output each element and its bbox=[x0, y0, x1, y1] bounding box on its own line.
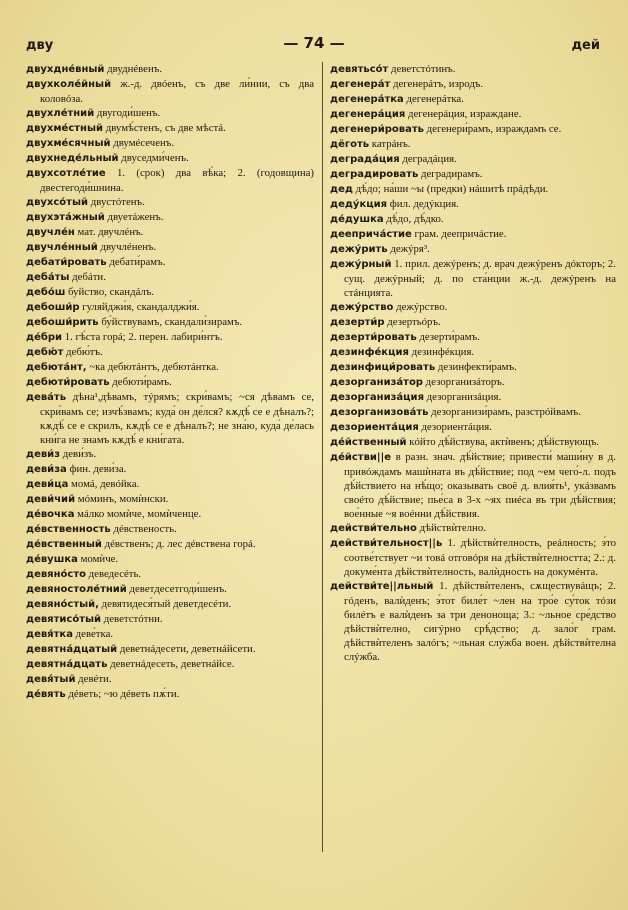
dictionary-entry: де́йственный кóйто дѣ́йствува, актѝвенъ; дѣ́йствующъ. bbox=[330, 436, 600, 448]
headword: дезерти́р bbox=[330, 317, 385, 328]
dictionary-entry: де́вочка мáлко момѝче, момѝченце. bbox=[26, 508, 202, 520]
headword: двухсо́тый bbox=[26, 197, 89, 208]
dictionary-entry: дееприча́стие грам. деепричáстие. bbox=[330, 228, 507, 240]
dictionary-entry: дежу́рный 1. прил. дежýренъ; д. врач дежýренъ дóкторъ; 2. сущ. дежýрный; д. по ста́нции ж.-д. дежýренъ на стáнцията. bbox=[330, 258, 616, 299]
dictionary-entry: дежу́рство дежýрство. bbox=[330, 301, 448, 313]
headword: дежу́рить bbox=[330, 244, 388, 255]
headword: двухколе́йный bbox=[26, 79, 112, 90]
dictionary-entry: дегенера́т дегенерáтъ, изродъ. bbox=[330, 78, 484, 90]
dictionary-entry: двухсотле́тие 1. (срок) два вѣ́ка; 2. (годовщина) двестегоди́шнина. bbox=[26, 167, 314, 194]
headword: девяно́сто bbox=[26, 569, 86, 580]
dictionary-entry: дебоши́р гуляйджи́я, скандалджи́я. bbox=[26, 301, 200, 313]
dictionary-entry: девяно́стый, девятидеся́тый деветдесéти. bbox=[26, 598, 232, 610]
dictionary-entry: деви́ца момá, девóйка. bbox=[26, 478, 140, 490]
headword: дезинфици́ровать bbox=[330, 362, 436, 373]
headword: дегенери́ровать bbox=[330, 124, 424, 135]
headword: деви́за bbox=[26, 464, 67, 475]
headword: дебоши́р bbox=[26, 302, 80, 313]
headword: дезинфе́кция bbox=[330, 347, 409, 358]
dictionary-entry: де́вственность дéвственость. bbox=[26, 523, 177, 535]
column-divider bbox=[322, 62, 323, 852]
headword: дезорганиза́тор bbox=[330, 377, 423, 388]
dictionary-entry: деградировать деградирамъ. bbox=[330, 168, 483, 180]
dictionary-entry: деви́за фин. деви́за. bbox=[26, 463, 127, 475]
headword: девя́тый bbox=[26, 674, 76, 685]
headword: дегенера́т bbox=[330, 79, 391, 90]
headword: дееприча́стие bbox=[330, 229, 412, 240]
headword: де́бри bbox=[26, 332, 63, 343]
dictionary-entry: двухле́тний двугоди́шенъ. bbox=[26, 107, 161, 119]
headword: двухле́тний bbox=[26, 108, 95, 119]
dictionary-entry: действи́тельно дѣйствѝтелно. bbox=[330, 522, 486, 534]
dictionary-entry: двухме́сячный двумéсеченъ. bbox=[26, 137, 175, 149]
dictionary-entry: дезерти́р дезертьóръ. bbox=[330, 316, 441, 328]
dictionary-entry: дезорганиза́ция дезорганизáция. bbox=[330, 391, 502, 403]
headword: де́вственность bbox=[26, 524, 111, 535]
dictionary-entry: действи́тельност||ь 1. дѣйствѝтелность, реáлность; э́то соотве́тствует ~и товá отговóря на дѣйствѝтелността; 2.: д. докуме́нта дѣйствѝтелность, валѝдность на докумéнта. bbox=[330, 537, 616, 578]
header-right-word: дей bbox=[571, 38, 600, 53]
headword: дебати́ровать bbox=[26, 257, 107, 268]
headword: девятна́дцать bbox=[26, 659, 108, 670]
headword: двухме́стный bbox=[26, 123, 104, 134]
headword: де́вять bbox=[26, 689, 66, 700]
page-number: — 74 — bbox=[283, 34, 345, 52]
dictionary-entry: деграда́ция деградáция. bbox=[330, 153, 457, 165]
headword: деградировать bbox=[330, 169, 419, 180]
headword: действи́тельно bbox=[330, 523, 417, 534]
dictionary-entry: деду́кция фил. дедýкция. bbox=[330, 198, 459, 210]
dictionary-entry: двухме́стный двумѣ́стенъ, съ две мѣстá. bbox=[26, 122, 226, 134]
dictionary-entry: девяностоле́тний деветдесетгоди́шенъ. bbox=[26, 583, 227, 595]
headword: де́вушка bbox=[26, 554, 78, 565]
dictionary-entry: дёготь катрáнъ. bbox=[330, 138, 411, 150]
headword: дегенера́тка bbox=[330, 94, 404, 105]
headword: дезерти́ровать bbox=[330, 332, 417, 343]
headword: де́вочка bbox=[26, 509, 75, 520]
headword: дезорганизова́ть bbox=[330, 407, 429, 418]
dictionary-entry: дегенери́ровать дегенери́рамъ, израждамъ се. bbox=[330, 123, 562, 135]
headword: деви́ца bbox=[26, 479, 69, 490]
dictionary-entry: дебю́т дебю́тъ. bbox=[26, 346, 103, 358]
headword: деви́з bbox=[26, 449, 61, 460]
headword: де́йственный bbox=[330, 437, 407, 448]
headword: дебюта́нт, bbox=[26, 362, 87, 373]
dictionary-entry: де́бри 1. гѣ́ста горá; 2. перен. лабири́нтъ. bbox=[26, 331, 223, 343]
dictionary-entry: дебюта́нт, ~ка дебютáнтъ, дебютáнтка. bbox=[26, 361, 219, 373]
headword: дезориента́ция bbox=[330, 422, 419, 433]
right-column bbox=[330, 62, 616, 664]
headword: двухнеде́льный bbox=[26, 153, 119, 164]
headword: де́йстви||е bbox=[330, 452, 392, 463]
left-column bbox=[26, 62, 314, 702]
headword: дебюти́ровать bbox=[26, 377, 110, 388]
dictionary-entry: дезинфе́кция дезинфéкция. bbox=[330, 346, 475, 358]
dictionary-entry: де́вушка момѝче. bbox=[26, 553, 119, 565]
dictionary-entry: де́вять дéветь; ~ю дéветь пѫ́ти. bbox=[26, 688, 180, 700]
headword: девяно́стый, bbox=[26, 599, 99, 610]
dictionary-entry: дева́ть дѣна¹,дѣвамъ, тýрямъ; скри́вамъ; ~ся дѣвамъ се, скри́вамъ се; изчѣ́звамъ; куда́ он де́лся? кѫдѣ́ се е дѣналъ?; кѫдѣ́ се е скрилъ, кѫдѣ́ се е дѣналъ?; не зна́ю, куда́ де́лась кни́га не знамъ кѫдѣ́ е кни́гата. bbox=[26, 391, 314, 446]
dictionary-entry: дезориента́ция дезориентáция. bbox=[330, 421, 492, 433]
dictionary-entry: де́вственный дéвственъ; д. лес дéвствена горá. bbox=[26, 538, 256, 550]
dictionary-entry: двухсо́тый двустóтенъ. bbox=[26, 196, 145, 208]
dictionary-entry: двухнеде́льный двуседми́ченъ. bbox=[26, 152, 189, 164]
headword: дебоши́рить bbox=[26, 317, 99, 328]
dictionary-entry: деба́ты дебáти. bbox=[26, 271, 106, 283]
headword: двучле́н bbox=[26, 227, 75, 238]
headword: дебю́т bbox=[26, 347, 64, 358]
headword: девятисо́тый bbox=[26, 614, 102, 625]
dictionary-entry: дезерти́ровать дезерти́рамъ. bbox=[330, 331, 480, 343]
headword: двухме́сячный bbox=[26, 138, 111, 149]
headword: деграда́ция bbox=[330, 154, 400, 165]
dictionary-entry: действи́те||льный 1. дѣйствѝтеленъ, сѫществувáщъ; 2. гóденъ, валѝденъ; э́тот биле́т ~лен на тро́е су́ток тóзи билéтъ е валѝденъ за три деноноща; 3.: ~льное сре́дство дѣйствѝтелно, сигýрно срѣ́дство; д. зало́г грам. дѣйствѝтеленъ залóгъ; ~льная слу́жба воен. дѣйствѝтелна слýжба. bbox=[330, 580, 616, 663]
dictionary-entry: де́душка дѣ́до, дѣ́дко. bbox=[330, 213, 444, 225]
dictionary-entry: двучле́н мат. двучлéнъ. bbox=[26, 226, 144, 238]
dictionary-entry: двухколе́йный ж.-д. двóенъ, съ две ли́нии, съ два коловóза. bbox=[26, 78, 314, 105]
headword: действи́тельност||ь bbox=[330, 538, 443, 549]
headword: дегенера́ция bbox=[330, 109, 406, 120]
dictionary-entry: дезорганизова́ть дезорганизи́рамъ, разстрóйвамъ. bbox=[330, 406, 581, 418]
headword: деви́чий bbox=[26, 494, 76, 505]
headword: де́вственный bbox=[26, 539, 102, 550]
headword: девя́тка bbox=[26, 629, 73, 640]
dictionary-entry: дежу́рить дежýря³. bbox=[330, 243, 430, 255]
headword: действи́те||льный bbox=[330, 581, 434, 592]
headword: девятна́дцатый bbox=[26, 644, 118, 655]
dictionary-entry: девятьсо́т деветстóтинъ. bbox=[330, 63, 456, 75]
dictionary-entry: девяно́сто деведесéть. bbox=[26, 568, 142, 580]
dictionary-entry: дезинфици́ровать дезинфекти́рамъ. bbox=[330, 361, 517, 373]
dictionary-entry: дебо́ш буйство, скандáлъ. bbox=[26, 286, 155, 298]
dictionary-entry: деви́з деви́зъ. bbox=[26, 448, 97, 460]
dictionary-entry: девятисо́тый деветстóтни. bbox=[26, 613, 163, 625]
headword: дева́ть bbox=[26, 392, 67, 403]
headword: дезорганиза́ция bbox=[330, 392, 424, 403]
dictionary-entry: двучле́нный двучлéненъ. bbox=[26, 241, 157, 253]
dictionary-entry: девятна́дцать деветнáдесеть, деветнáйсе. bbox=[26, 658, 235, 670]
dictionary-entry: дегенера́ция дегенерáция, израждане. bbox=[330, 108, 522, 120]
dictionary-entry: двухэта́жный двуетáженъ. bbox=[26, 211, 164, 223]
headword: деду́кция bbox=[330, 199, 388, 210]
dictionary-entry: де́йстви||е в разн. знач. дѣ́йствие; привести́ маши́ну в д. привóждамъ машѝната въ дѣ́йствие; под ~ем чего́-л. подъ дѣ́йствието на нѣ́що; оказывать своё д. влия́ть¹, укáзвамъ своéто дѣ́йствие; пье́са в 3-х ~ях пиéса въ три дѣ́йствия; вое́нные ~я воéнни дѣ́йствия. bbox=[330, 451, 616, 520]
headword: дёготь bbox=[330, 139, 370, 150]
headword: девяностоле́тний bbox=[26, 584, 127, 595]
headword: де́душка bbox=[330, 214, 384, 225]
dictionary-entry: девя́тый девéти. bbox=[26, 673, 112, 685]
headword: двухдне́вный bbox=[26, 64, 105, 75]
dictionary-entry: дед дѣ́до; на́ши ~ы (предки) нáшитѣ прáдѣди. bbox=[330, 183, 549, 195]
dictionary-entry: деви́чий мóминъ, момѝнски. bbox=[26, 493, 169, 505]
dictionary-entry: девя́тка деве́тка. bbox=[26, 628, 114, 640]
dictionary-entry: дебоши́рить бу́йствувамъ, скандали́зирамъ. bbox=[26, 316, 243, 328]
dictionary-entry: дебати́ровать дебати́рамъ. bbox=[26, 256, 166, 268]
page-header bbox=[0, 34, 628, 60]
headword: двухсотле́тие bbox=[26, 168, 106, 179]
headword: двухэта́жный bbox=[26, 212, 105, 223]
dictionary-entry: дезорганиза́тор дезорганизáторъ. bbox=[330, 376, 505, 388]
headword: двучле́нный bbox=[26, 242, 98, 253]
dictionary-entry: девятна́дцатый деветнáдесети, деветнáйсети. bbox=[26, 643, 256, 655]
headword: дежу́рство bbox=[330, 302, 394, 313]
headword: девятьсо́т bbox=[330, 64, 389, 75]
headword: дебо́ш bbox=[26, 287, 66, 298]
dictionary-entry: дебюти́ровать дебюти́рамъ. bbox=[26, 376, 172, 388]
headword: деба́ты bbox=[26, 272, 70, 283]
headword: дед bbox=[330, 184, 353, 195]
headword: дежу́рный bbox=[330, 259, 392, 270]
dictionary-entry: двухдне́вный двуднéвенъ. bbox=[26, 63, 163, 75]
dictionary-entry: дегенера́тка дегенерáтка. bbox=[330, 93, 464, 105]
header-left-word: дву bbox=[26, 38, 54, 53]
